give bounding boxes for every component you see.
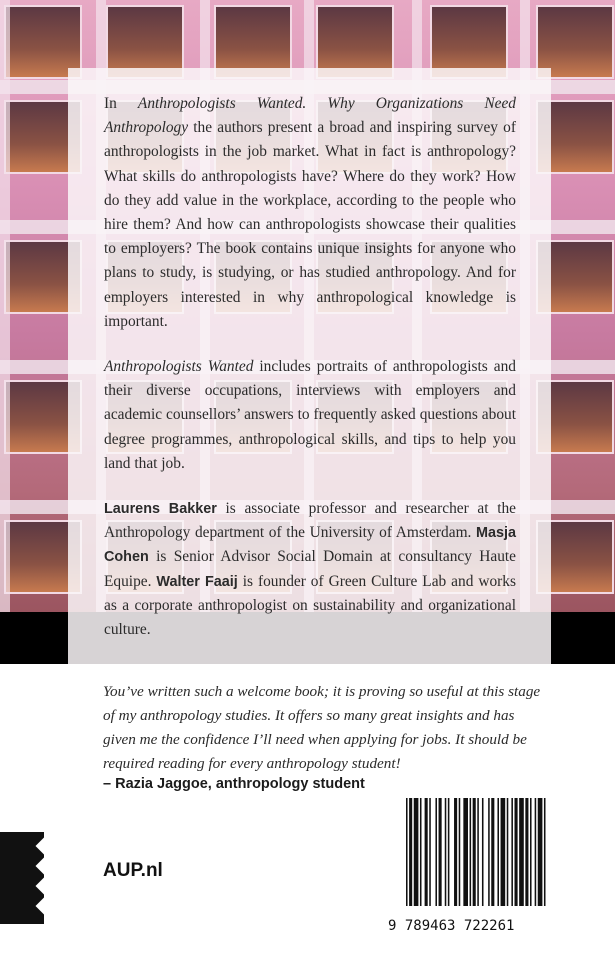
testimonial-quote: You’ve written such a welcome book; it is proving so useful at this stage of my anthropology studies. It offers so many great insights and has given me the confidence I’ll need when applying for jobs. It should be required reading for every anthropology student! [103,683,541,772]
barcode-bar [463,798,468,906]
author-name-cohen: Masja Cohen [104,525,516,566]
book-title-italic: Anthropologists Wanted. Why Organizations Need Anthropology [104,95,516,137]
p2-body: includes portraits of anthropologists and their diverse occupations, interviews with employers and academic counsellors’ answers to frequently asked questions about degree programmes, anthropological skills, and tips to help you land that job. [104,358,516,472]
barcode-bar [425,798,428,906]
barcode [402,798,602,916]
publisher-logo-text: AUP.nl [103,860,163,881]
barcode-bar [497,798,499,906]
book-title-short-italic: Anthropologists Wanted [104,358,254,376]
barcode-bar [414,798,419,906]
barcode-bar [459,798,461,906]
barcode-bar [409,798,412,906]
barcode-bars-icon [402,798,602,906]
author-bio-cohen: is Senior Advisor Social Domain at consultancy Haute Equipe. [104,548,516,590]
author-bio-bakker: is associate professor and researcher at the Anthropology department of the University of Amsterdam. [104,500,516,542]
barcode-bar [482,798,484,906]
barcode-bar [454,798,457,906]
barcode-bar [501,798,506,906]
author-name-faaij: Walter Faaij [156,573,238,590]
barcode-bar [439,798,442,906]
p1-body: the authors present a broad and inspiring survey of anthropologists in the job market. What in fact is anthropology? What skills do anthropologists have? Where do they work? How do they add value in the workplace, according to the people who hire them? And how can anthropologists showcase their qualities to employers? The book contains unique insights for anyone who plans to study, is studying, or has studied anthropology. And for employers interested in why anthropological knowledge is important. [104,119,516,330]
barcode-bar [535,798,537,906]
author-name-bakker: Laurens Bakker [104,501,217,518]
barcode-bar [488,798,490,906]
publisher-logo-strip [0,832,44,924]
logo-notch [36,838,53,855]
barcode-bar [519,798,524,906]
logo-notch [36,878,53,895]
barcode-bar [515,798,518,906]
author-bio-faaij: is founder of Green Culture Lab and works as a corporate anthropologist on sustainability and organizational culture. [104,572,516,639]
barcode-bar [511,798,513,906]
blurb-text [104,92,516,663]
barcode-bar [525,798,528,906]
barcode-bar [473,798,476,906]
barcode-bar [470,798,472,906]
barcode-bar [507,798,509,906]
author-bios [104,497,516,642]
barcode-bar [429,798,431,906]
facade-pillar [0,0,10,612]
blurb-paragraph-2 [104,355,516,476]
logo-notch [36,858,53,875]
barcode-bar [406,798,408,906]
testimonial-attribution: – Razia Jaggoe, anthropology student [103,776,365,792]
barcode-bar [538,798,543,906]
barcode-bar [445,798,447,906]
logo-notch [36,898,53,915]
barcode-bar [435,798,437,906]
blurb-paragraph-1 [104,92,516,334]
barcode-bar [448,798,450,906]
barcode-bar [420,798,422,906]
barcode-bar [544,798,546,906]
barcode-bar [530,798,532,906]
barcode-bar [477,798,479,906]
isbn-number: 9 789463 722261 [388,918,515,934]
barcode-bar [491,798,494,906]
p1-prefix: In [104,95,138,112]
